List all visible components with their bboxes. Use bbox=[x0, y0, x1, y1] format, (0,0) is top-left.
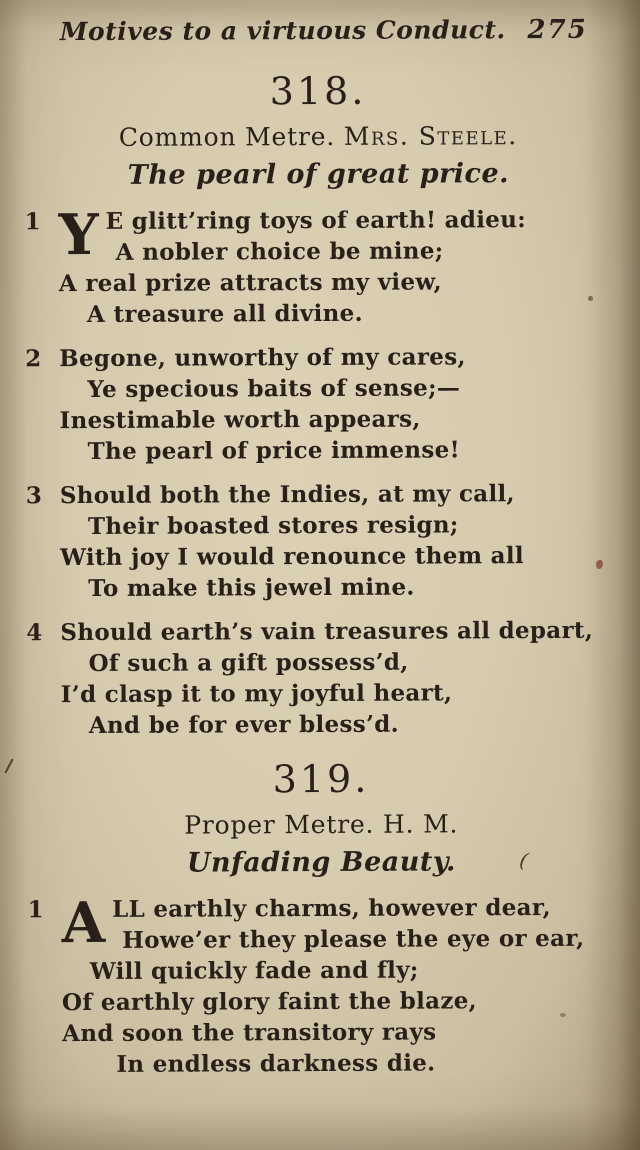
verse-line: Their boasted stores resign; bbox=[87, 511, 459, 541]
hymn-title: The pearl of great price. bbox=[127, 158, 510, 191]
verse-line: LL earthly charms, however dear, bbox=[112, 893, 551, 923]
verse-4 bbox=[26, 615, 615, 742]
drop-cap: A bbox=[61, 889, 106, 957]
verse-line: Of such a gift possess’d, bbox=[88, 648, 409, 678]
page-number: 275 bbox=[527, 14, 588, 46]
hymn-number: 318. bbox=[269, 68, 367, 114]
verse-3 bbox=[26, 478, 615, 605]
verse-line: Howe’er they please the eye or ear, bbox=[122, 924, 585, 954]
hymn-title: Unfading Beauty. bbox=[186, 846, 456, 879]
verse-line: A nobler choice be mine; bbox=[115, 237, 444, 266]
verse-line: And be for ever bless’d. bbox=[88, 710, 400, 740]
hymn-meter-line bbox=[24, 120, 612, 155]
verse-body bbox=[58, 201, 614, 330]
verse-line: Should earth’s vain treasures all depart, bbox=[60, 616, 594, 647]
verse-body bbox=[60, 615, 615, 741]
verse-body bbox=[60, 478, 615, 604]
verse-2 bbox=[25, 341, 614, 468]
dropcap-lines bbox=[112, 892, 584, 956]
scan-mark-paren: ( bbox=[517, 847, 531, 873]
verse-body bbox=[59, 341, 614, 467]
verse-number: 1 bbox=[24, 208, 41, 236]
verse-line: Ye specious baits of sense;— bbox=[87, 374, 461, 404]
dropcap-row bbox=[61, 889, 616, 957]
verse-line: Begone, unworthy of my cares, bbox=[59, 343, 466, 373]
verse-line: To make this jewel mine. bbox=[88, 573, 415, 603]
verse-line: I’d clasp it to my joyful heart, bbox=[60, 679, 453, 709]
hymn-number: 319. bbox=[272, 756, 370, 802]
hymn-meter-line bbox=[27, 808, 615, 843]
verse-line: And soon the transitory rays bbox=[62, 1018, 437, 1048]
verse-line: A treasure all divine. bbox=[86, 299, 363, 329]
verse-line: Will quickly fade and fly; bbox=[89, 956, 419, 986]
verse-line: The pearl of price immense! bbox=[87, 436, 460, 466]
hymn-meter: Common Metre. bbox=[118, 121, 336, 152]
dropcap-row bbox=[58, 201, 613, 269]
hymn-319 bbox=[27, 755, 616, 1081]
running-title: Motives to a virtuous Conduct. bbox=[59, 15, 506, 47]
dropcap-lines bbox=[106, 204, 527, 268]
running-header bbox=[24, 15, 612, 54]
verse-1 bbox=[27, 889, 617, 1081]
verse-line: Should both the Indies, at my call, bbox=[59, 480, 515, 510]
verse-line: A real prize attracts my view, bbox=[58, 268, 442, 298]
verse-line: Of earthly glory faint the blaze, bbox=[61, 987, 477, 1017]
verse-line: In endless darkness die. bbox=[116, 1049, 436, 1078]
verse-body bbox=[61, 889, 617, 1080]
verse-line: With joy I would renounce them all bbox=[60, 542, 524, 572]
drop-cap: Y bbox=[58, 201, 99, 269]
verse-number: 1 bbox=[27, 896, 44, 924]
verse-line: Inestimable worth appears, bbox=[59, 405, 421, 435]
hymn-318 bbox=[24, 67, 615, 742]
hymn-meter: Proper Metre. H. M. bbox=[184, 809, 459, 840]
verse-line: E glitt’ring toys of earth! adieu: bbox=[105, 206, 527, 235]
verse-1 bbox=[24, 201, 614, 331]
verse-number: 3 bbox=[25, 482, 42, 510]
verse-number: 2 bbox=[25, 345, 42, 373]
hymn-author: Mrs. Steele. bbox=[343, 121, 518, 151]
verse-number: 4 bbox=[26, 619, 43, 647]
